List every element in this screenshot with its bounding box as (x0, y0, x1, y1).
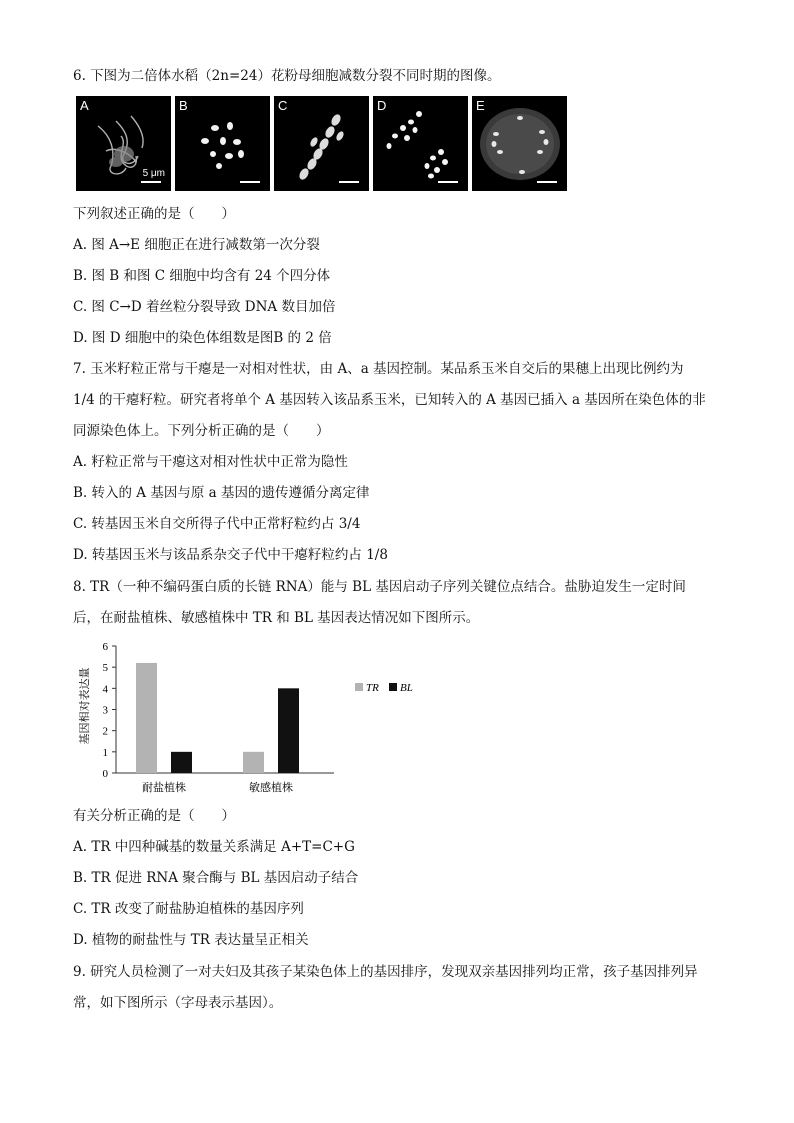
q9-stem-line-2: 常，如下图所示（字母表示基因）。 (73, 995, 283, 1011)
q7-option-d: D. 转基因玉米与该品系杂交子代中干瘪籽粒约占 1/8 (73, 547, 388, 563)
q6-prompt: 下列叙述正确的是（ ） (73, 206, 235, 222)
q8-option-d: D. 植物的耐盐性与 TR 表达量呈正相关 (73, 932, 309, 948)
bar-chart (74, 634, 434, 799)
micrograph-c (274, 96, 369, 191)
scale-bar (240, 181, 260, 183)
q7-option-b: B. 转入的 A 基因与原 a 基因的遗传遵循分离定律 (73, 485, 370, 501)
y-tick-label: 0 (102, 768, 108, 780)
q8-stem-line-1: 8. TR（一种不编码蛋白质的长链 RNA）能与 BL 基因启动子序列关键位点结合。盐胁迫发生一定时间 (73, 579, 686, 595)
q8-option-a: A. TR 中四种碱基的数量关系满足 A+T=C+G (73, 839, 355, 855)
q9-stem-line-1: 9. 研究人员检测了一对夫妇及其孩子某染色体上的基因排序，发现双亲基因排列均正常，孩子基因排列异 (73, 964, 698, 980)
legend-swatch-TR (355, 683, 363, 691)
q7-stem-line-2: 1/4 的干瘪籽粒。研究者将单个 A 基因转入该品系玉米，已知转入的 A 基因已插入 a 基因所在染色体的非 (73, 392, 706, 408)
panel-label-a: A (80, 98, 89, 113)
bar-TR-1 (243, 752, 264, 773)
bar-TR-0 (136, 663, 157, 773)
q7-stem-line-3: 同源染色体上。下列分析正确的是（ ） (73, 423, 330, 439)
micrograph-b (175, 96, 270, 191)
x-tick-label: 耐盐植株 (142, 782, 186, 794)
y-tick-label: 3 (102, 704, 108, 717)
q7-option-c: C. 转基因玉米自交所得子代中正常籽粒约占 3/4 (73, 516, 361, 532)
micrograph-e (472, 96, 567, 191)
scale-bar (141, 181, 161, 183)
y-tick-label: 4 (102, 683, 108, 696)
scale-bar (339, 181, 359, 183)
legend-label-BL: BL (400, 682, 413, 694)
bar-BL-1 (278, 688, 299, 773)
q8-option-b: B. TR 促进 RNA 聚合酶与 BL 基因启动子结合 (73, 870, 359, 886)
x-tick-label: 敏感植株 (249, 782, 293, 794)
scale-bar (537, 181, 557, 183)
q6-option-b: B. 图 B 和图 C 细胞中均含有 24 个四分体 (73, 268, 331, 284)
q7-stem-line-1: 7. 玉米籽粒正常与干瘪是一对相对性状，由 A、a 基因控制。某品系玉米自交后的果穗上出现比例约为 (73, 361, 684, 377)
panel-label-d: D (377, 98, 387, 113)
micrograph-strip (76, 96, 566, 191)
y-tick-label: 5 (102, 662, 108, 675)
q8-prompt: 有关分析正确的是（ ） (73, 808, 235, 824)
q6-option-a: A. 图 A→E 细胞正在进行减数第一次分裂 (73, 237, 320, 253)
scale-bar-label: 5 μm (142, 168, 165, 179)
legend-label-TR: TR (366, 682, 379, 694)
y-tick-label: 2 (102, 725, 108, 738)
q6-stem: 6. 下图为二倍体水稻（2n=24）花粉母细胞减数分裂不同时期的图像。 (73, 68, 501, 84)
panel-label-b: B (179, 98, 188, 113)
scale-bar (438, 181, 458, 183)
bar-BL-0 (171, 752, 192, 773)
panel-label-e: E (476, 98, 485, 113)
y-tick-label: 1 (102, 746, 108, 759)
q8-stem-line-2: 后，在耐盐植株、敏感植株中 TR 和 BL 基因表达情况如下图所示。 (73, 610, 480, 626)
y-tick-label: 6 (102, 641, 108, 653)
q7-option-a: A. 籽粒正常与干瘪这对相对性状中正常为隐性 (73, 454, 348, 470)
micrograph-a (76, 96, 171, 191)
q8-option-c: C. TR 改变了耐盐胁迫植株的基因序列 (73, 901, 304, 917)
q6-option-d: D. 图 D 细胞中的染色体组数是图B 的 2 倍 (73, 330, 332, 346)
y-axis-label: 基因相对表达量 (79, 667, 91, 745)
legend-swatch-BL (389, 683, 397, 691)
micrograph-d (373, 96, 468, 191)
q6-option-c: C. 图 C→D 着丝粒分裂导致 DNA 数目加倍 (73, 299, 336, 315)
panel-label-c: C (278, 98, 288, 113)
